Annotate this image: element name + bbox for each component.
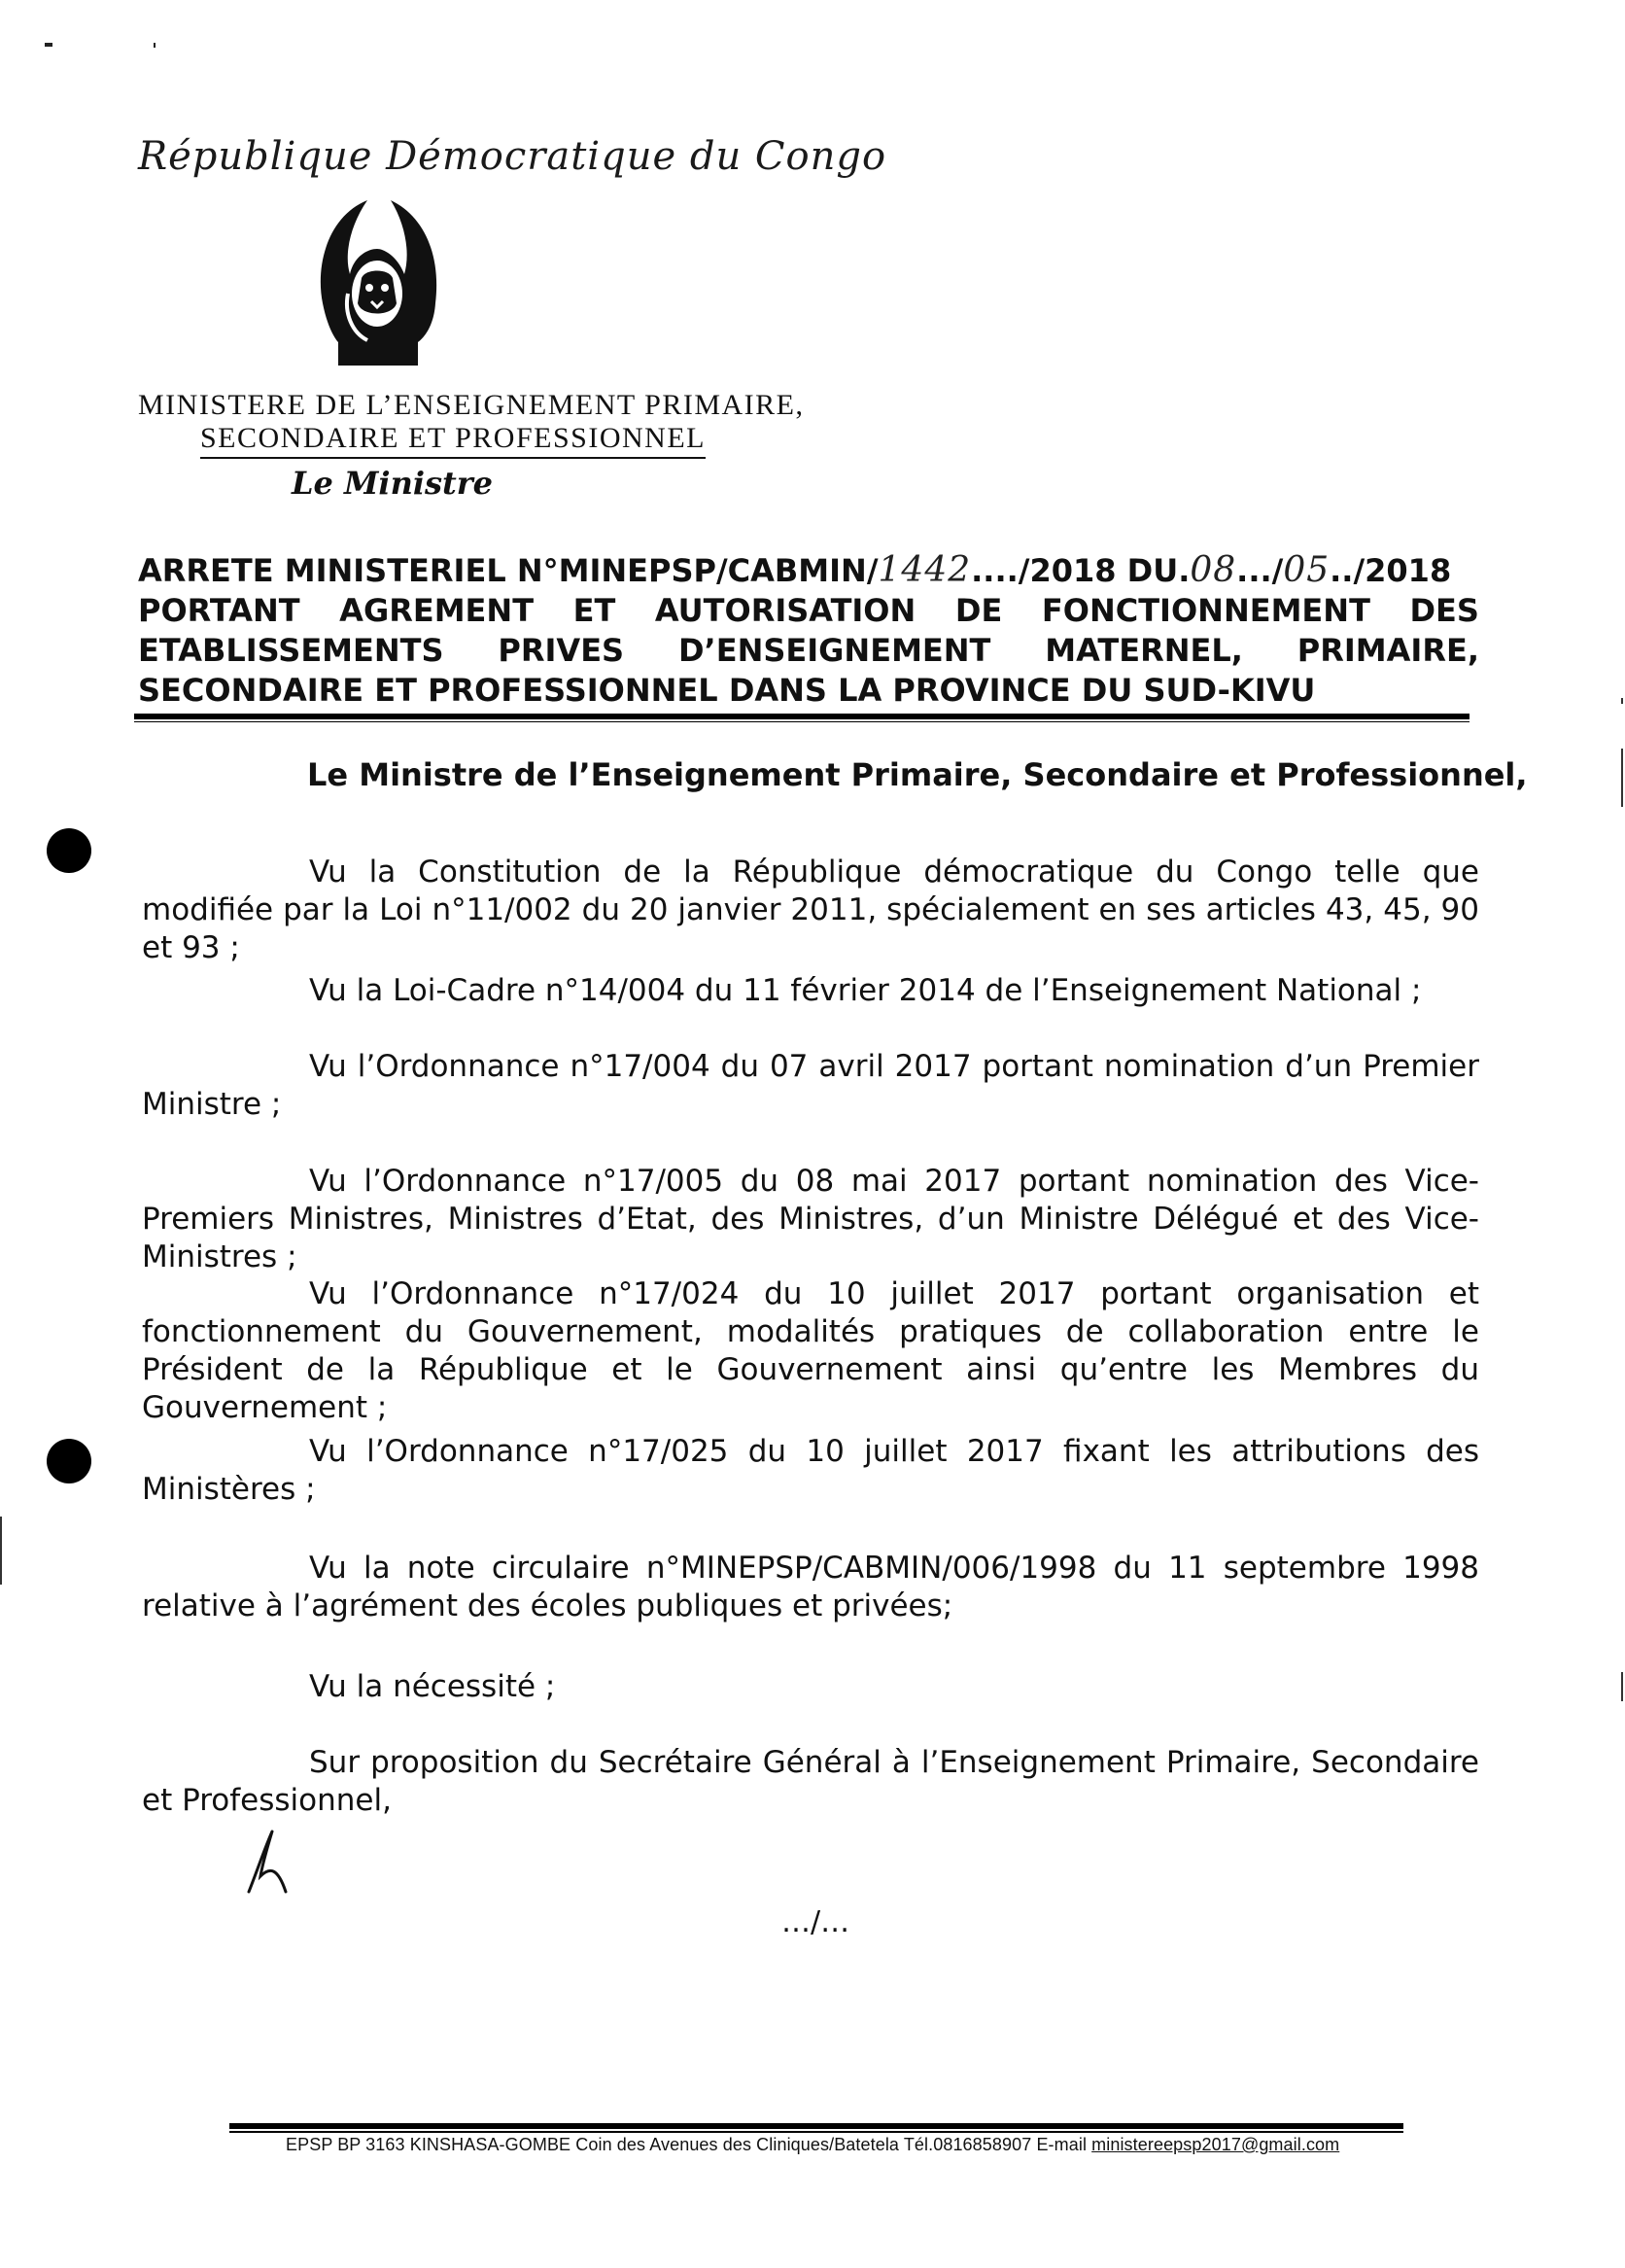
- consideration-paragraph: [142, 1668, 1479, 1706]
- title-word: FONCTIONNEMENT: [1041, 592, 1370, 629]
- leopard-emblem-icon: [309, 196, 445, 371]
- consideration-paragraph: [142, 1275, 1479, 1427]
- title-word: AUTORISATION: [654, 592, 916, 629]
- paragraph-text: Sur proposition du Secrétaire Général à l’Enseignement Primaire, Secondaire et Professionnel,: [142, 1745, 1479, 1818]
- title-line-2: [138, 591, 1479, 631]
- handwritten-month: 05: [1283, 550, 1331, 590]
- consideration-paragraph: [142, 972, 1479, 1010]
- handwritten-initials: [243, 1828, 301, 1900]
- title-word: DES: [1409, 592, 1479, 629]
- edge-mark: [0, 1517, 2, 1585]
- paragraph-text: Vu l’Ordonnance n°17/005 du 08 mai 2017 portant nomination des Vice-Premiers Ministres, Ministres d’Etat, des Ministres, d’un Ministre Délégué et des Vice-Ministres ;: [142, 1164, 1479, 1274]
- paragraph-text: Vu la Loi-Cadre n°14/004 du 11 février 2014 de l’Enseignement National ;: [309, 973, 1422, 1008]
- title-line-3: [138, 631, 1479, 671]
- title-word: PORTANT: [138, 592, 300, 629]
- edge-mark: [1621, 1672, 1623, 1701]
- scan-mark: [154, 43, 156, 48]
- handwritten-decree-number: 1442: [878, 550, 972, 590]
- footer-address-text: EPSP BP 3163 KINSHASA-GOMBE Coin des Avenues des Cliniques/Batetela Tél.0816858907 E-mail: [286, 2135, 1092, 2154]
- title-word: DE: [954, 592, 1003, 629]
- decree-reference-middle: ..../2018 DU.: [971, 552, 1191, 589]
- decree-date-year: ../2018: [1330, 552, 1452, 589]
- title-word: PRIVES: [498, 632, 625, 669]
- minister-intro: Le Ministre de l’Enseignement Primaire, Secondaire et Professionnel,: [307, 756, 1528, 793]
- consideration-paragraph: [142, 1550, 1479, 1625]
- paragraph-text: Vu l’Ordonnance n°17/004 du 07 avril 2017 portant nomination d’un Premier Ministre ;: [142, 1049, 1479, 1122]
- footer-email-link[interactable]: ministereepsp2017@gmail.com: [1091, 2135, 1340, 2154]
- consideration-paragraph: [142, 1048, 1479, 1124]
- consideration-paragraph: [142, 854, 1479, 967]
- paragraph-text: Vu l’Ordonnance n°17/025 du 10 juillet 2017 fixant les attributions des Ministères ;: [142, 1434, 1479, 1507]
- edge-mark: [1621, 698, 1623, 704]
- title-word: ET: [572, 592, 616, 629]
- decree-date-sep: .../: [1236, 552, 1284, 589]
- title-divider: [134, 714, 1469, 719]
- title-word: ETABLISSEMENTS: [138, 632, 444, 669]
- title-word: PRIMAIRE,: [1297, 632, 1479, 669]
- paragraph-text: Vu la note circulaire n°MINEPSP/CABMIN/006/1998 du 11 septembre 1998 relative à l’agrément des écoles publiques et privées;: [142, 1551, 1479, 1623]
- punch-hole-top: [47, 828, 91, 873]
- ministry-name-line2: SECONDAIRE ET PROFESSIONNEL: [200, 422, 706, 459]
- title-word: D’ENSEIGNEMENT: [677, 632, 991, 669]
- paragraph-text: Vu l’Ordonnance n°17/024 du 10 juillet 2017 portant organisation et fonctionnement du Gouvernement, modalités pratiques de collaboration entre le Président de la République et le Gouvernement ainsi qu’entre les Membres du Gouvernement ;: [142, 1276, 1479, 1425]
- consideration-paragraph: [142, 1163, 1479, 1276]
- continued-marker: …/…: [781, 1905, 850, 1939]
- ministry-name-line1: MINISTERE DE L’ENSEIGNEMENT PRIMAIRE,: [138, 389, 805, 421]
- footer-address: [286, 2135, 1339, 2155]
- title-line-1: [138, 550, 1479, 591]
- edge-mark: [1621, 749, 1623, 807]
- coat-of-arms-emblem: [309, 196, 445, 371]
- consideration-paragraph: [142, 1744, 1479, 1820]
- consideration-paragraph: [142, 1433, 1479, 1509]
- decree-reference-prefix: ARRETE MINISTERIEL N°MINEPSP/CABMIN/: [138, 552, 879, 589]
- handwritten-day: 08: [1190, 550, 1237, 590]
- paragraph-text: Vu la nécessité ;: [309, 1669, 556, 1704]
- footer-divider: [229, 2123, 1403, 2129]
- title-line-4: SECONDAIRE ET PROFESSIONNEL DANS LA PROVINCE DU SUD-KIVU: [138, 672, 1316, 709]
- paragraph-text: Vu la Constitution de la République démocratique du Congo telle que modifiée par la Loi n°11/002 du 20 janvier 2011, spécialement en ses articles 43, 45, 90 et 93 ;: [142, 855, 1479, 965]
- punch-hole-bottom: [47, 1439, 91, 1483]
- decree-title: [138, 550, 1479, 711]
- footer-divider-thin: [229, 2131, 1403, 2133]
- scan-mark: [45, 43, 52, 47]
- title-word: MATERNEL,: [1045, 632, 1243, 669]
- title-word: AGREMENT: [339, 592, 535, 629]
- republic-heading: République Démocratique du Congo: [138, 134, 887, 179]
- title-divider-thin: [134, 721, 1469, 722]
- le-ministre-heading: Le Ministre: [292, 465, 494, 502]
